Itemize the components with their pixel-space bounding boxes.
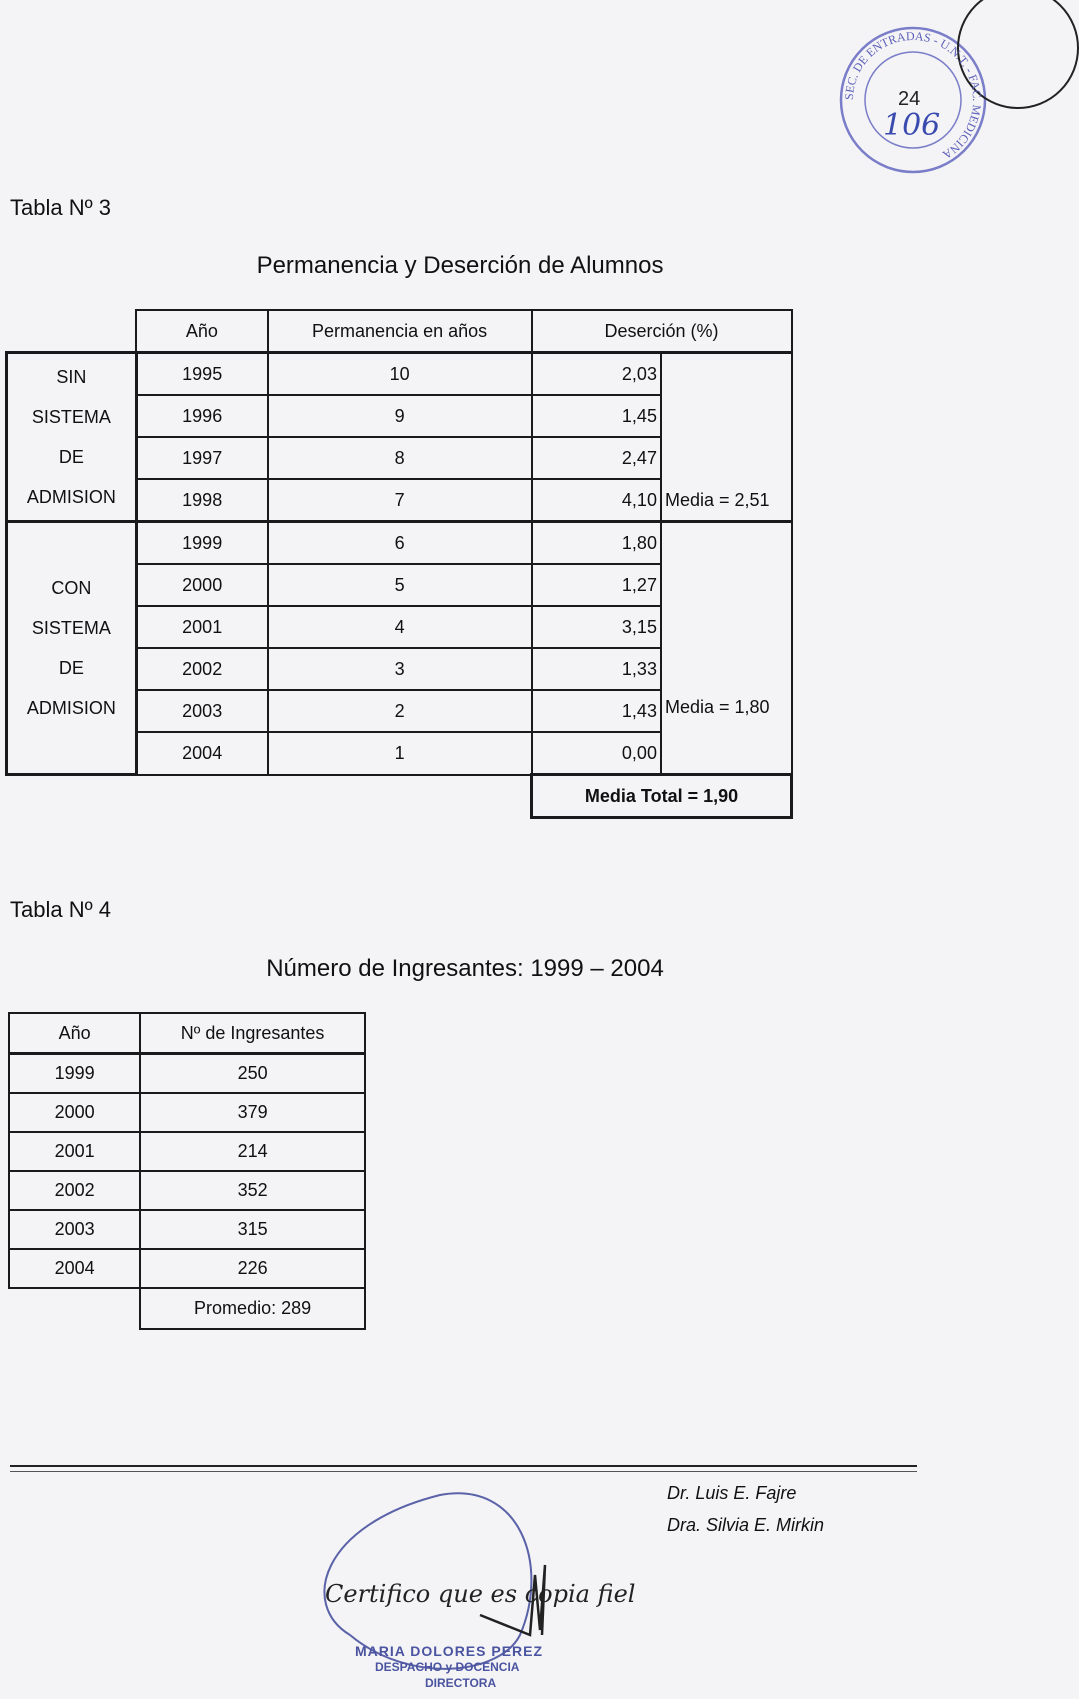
cell-permanence: 8: [268, 437, 532, 479]
cell-desertion: 1,27: [532, 564, 661, 606]
table3-title: Permanencia y Deserción de Alumnos: [256, 252, 664, 279]
certifier-role: DESPACHO y DOCENCIA: [375, 1660, 520, 1674]
certifier-name: MARIA DOLORES PEREZ: [355, 1643, 544, 1659]
table-row: [9, 1132, 365, 1171]
stamp-page-printed: 24: [898, 88, 921, 110]
cell-permanence: 4: [268, 606, 532, 648]
cell-year: 1999: [9, 1054, 140, 1094]
cell-year: 2003: [136, 690, 267, 732]
cell-desertion: 1,43: [532, 690, 661, 732]
cell-permanence: 5: [268, 564, 532, 606]
table3-label: Tabla Nº 3: [10, 195, 111, 220]
cell-desertion: 2,03: [532, 353, 661, 396]
cell-permanence: 1: [268, 732, 532, 775]
table-row: [9, 1210, 365, 1249]
footer-divider-thin: [10, 1471, 917, 1472]
cell-count: 214: [140, 1132, 365, 1171]
cell-year: 1999: [136, 522, 267, 565]
table-row: [9, 1093, 365, 1132]
cell-year: 2004: [136, 732, 267, 775]
cell-year: 2000: [9, 1093, 140, 1132]
table4-title: Número de Ingresantes: 1999 – 2004: [266, 955, 664, 982]
cell-permanence: 7: [268, 479, 532, 522]
cell-year: 1998: [136, 479, 267, 522]
header-desertion: Deserción (%): [532, 310, 792, 353]
cell-desertion: 1,33: [532, 648, 661, 690]
table-row: [9, 1171, 365, 1210]
cell-count: 250: [140, 1054, 365, 1094]
cell-count: 379: [140, 1093, 365, 1132]
cell-year: 2001: [136, 606, 267, 648]
table4-average: Promedio: 289: [140, 1288, 365, 1329]
group1-mean: Media = 2,51: [661, 353, 792, 522]
cell-permanence: 9: [268, 395, 532, 437]
footer-divider: [10, 1465, 917, 1467]
group2-mean: Media = 1,80: [661, 522, 792, 775]
table-row: [7, 353, 792, 396]
header-year: Año: [9, 1013, 140, 1054]
cell-desertion: 4,10: [532, 479, 661, 522]
cell-year: 2000: [136, 564, 267, 606]
cell-count: 226: [140, 1249, 365, 1288]
certification-handwritten: Certifico que es copia fiel: [325, 1580, 636, 1608]
table3-total: Media Total = 1,90: [532, 775, 792, 818]
table3-header-row: [7, 310, 792, 353]
cell-year: 1996: [136, 395, 267, 437]
cell-desertion: 1,80: [532, 522, 661, 565]
certification-stamp: [290, 1485, 636, 1699]
table-row: [9, 1249, 365, 1288]
cell-desertion: 2,47: [532, 437, 661, 479]
entry-stamp: [828, 0, 1079, 200]
table3: [5, 309, 793, 819]
table-row: [7, 522, 792, 565]
cell-desertion: 0,00: [532, 732, 661, 775]
cell-count: 315: [140, 1210, 365, 1249]
cell-desertion: 3,15: [532, 606, 661, 648]
cell-permanence: 3: [268, 648, 532, 690]
cell-year: 2004: [9, 1249, 140, 1288]
table3-total-row: [7, 775, 792, 818]
group-sin-sistema: SIN SISTEMA DE ADMISION: [7, 353, 137, 522]
cell-year: 2003: [9, 1210, 140, 1249]
table4: [8, 1012, 366, 1330]
header-year: Año: [136, 310, 267, 353]
group-con-sistema: CON SISTEMA DE ADMISION: [7, 522, 137, 775]
header-permanence: Permanencia en años: [268, 310, 532, 353]
table4-header-row: [9, 1013, 365, 1054]
cell-desertion: 1,45: [532, 395, 661, 437]
cell-year: 2002: [136, 648, 267, 690]
author-2: Dra. Silvia E. Mirkin: [667, 1515, 825, 1535]
cell-permanence: 10: [268, 353, 532, 396]
table4-label: Tabla Nº 4: [10, 897, 111, 922]
stamp-graphic: [828, 0, 1079, 200]
cell-year: 1997: [136, 437, 267, 479]
stamp-ring-text: SEC. DE ENTRADAS - U.N.T. - FAC. MEDICINA: [841, 28, 985, 163]
table-row: [9, 1054, 365, 1094]
author-1: Dr. Luis E. Fajre: [667, 1483, 797, 1503]
header-entrants: Nº de Ingresantes: [140, 1013, 365, 1054]
cell-year: 1995: [136, 353, 267, 396]
cell-count: 352: [140, 1171, 365, 1210]
table4-average-row: [9, 1288, 365, 1329]
cell-year: 2002: [9, 1171, 140, 1210]
cell-permanence: 2: [268, 690, 532, 732]
cell-year: 2001: [9, 1132, 140, 1171]
certifier-title: DIRECTORA: [425, 1676, 497, 1690]
stamp-page-handwritten: 106: [883, 108, 941, 143]
cell-permanence: 6: [268, 522, 532, 565]
